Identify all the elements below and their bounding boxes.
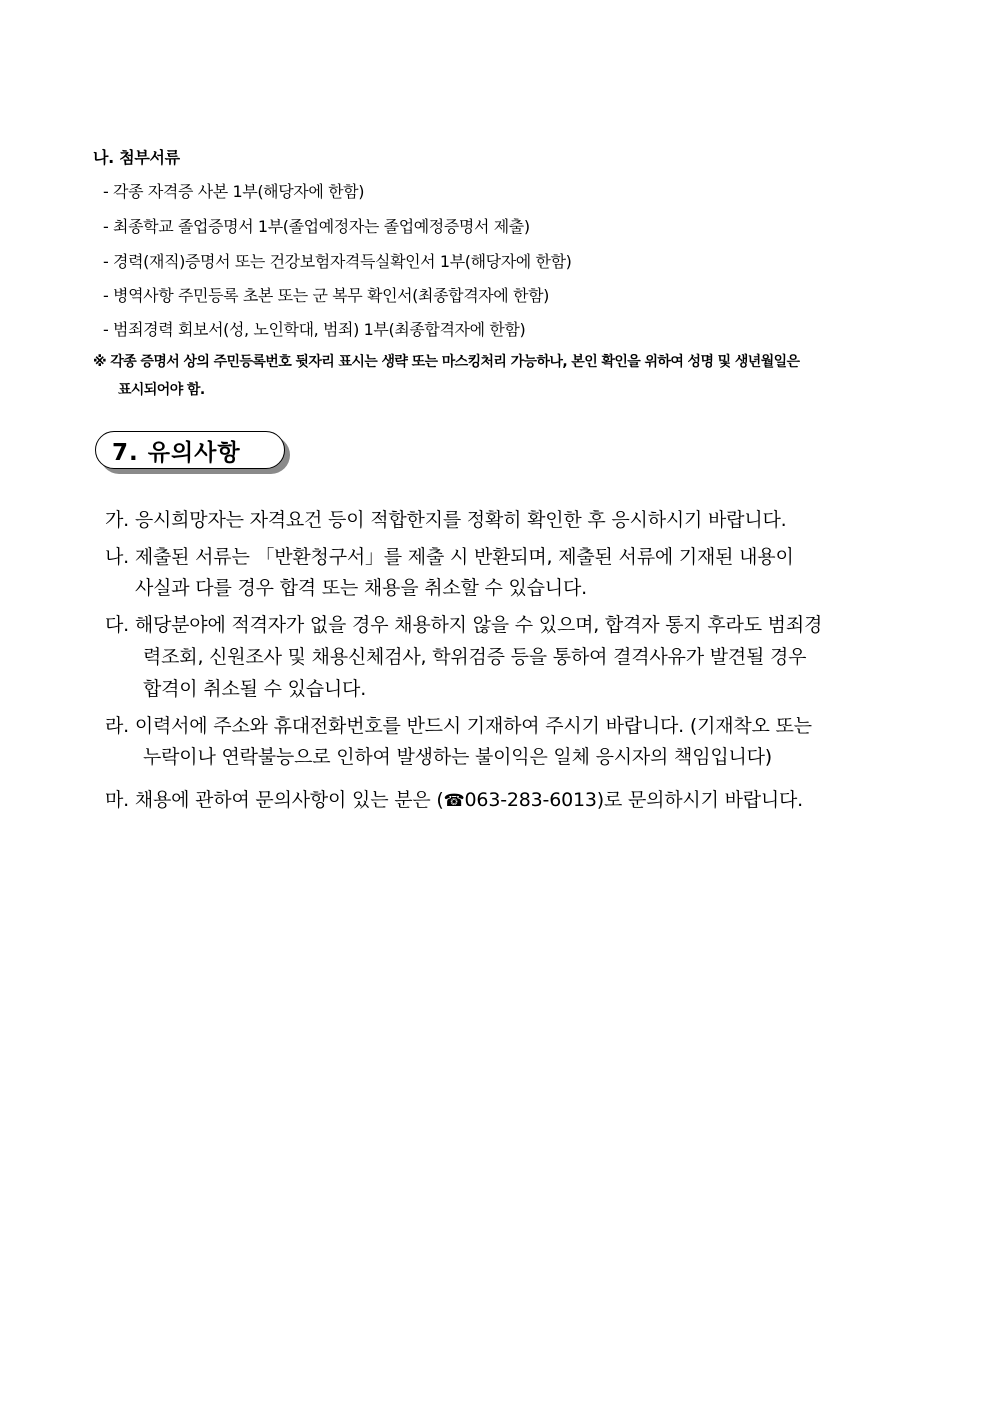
notice-item-na-line1: 나. 제출된 서류는 「반환청구서」를 제출 시 반환되며, 제출된 서류에 기재된 내용이	[105, 546, 794, 568]
notice-item-da-line1: 다. 해당분야에 적격자가 없을 경우 채용하지 않을 수 있으며, 합격자 통지 후라도 범죄경	[105, 614, 823, 636]
notice-item-ra-line2: 누락이나 연락불능으로 인하여 발생하는 불이익은 일체 응시자의 책임입니다)	[143, 746, 773, 768]
notice-item-da-line2: 력조회, 신원조사 및 채용신체검사, 학위검증 등을 통하여 결격사유가 발견될 경우	[143, 646, 807, 668]
attachment-item-3: - 경력(재직)증명서 또는 건강보험자격득실확인서 1부(해당자에 한함)	[103, 252, 572, 271]
notice-item-ga: 가. 응시희망자는 자격요건 등이 적합한지를 정확히 확인한 후 응시하시기 바랍니다.	[105, 509, 787, 531]
phone-icon: ☎	[443, 791, 465, 811]
notice-item-na-line2: 사실과 다를 경우 합격 또는 채용을 취소할 수 있습니다.	[135, 577, 587, 599]
attachment-item-1: - 각종 자격증 사본 1부(해당자에 한함)	[103, 182, 365, 201]
contact-suffix: )로 문의하시기 바랍니다.	[596, 789, 804, 811]
notice-item-ma	[105, 785, 803, 812]
notice-item-ra-line1: 라. 이력서에 주소와 휴대전화번호를 반드시 기재하여 주시기 바랍니다. (기재착오 또는	[105, 715, 812, 737]
attachment-item-5: - 범죄경력 회보서(성, 노인학대, 범죄) 1부(최종합격자에 한함)	[103, 320, 526, 339]
attachments-note-line2: 표시되어야 함.	[118, 382, 205, 398]
section-title: 7. 유의사항	[112, 440, 241, 466]
attachments-note-line1: ※ 각종 증명서 상의 주민등록번호 뒷자리 표시는 생략 또는 마스킹처리 가능하나, 본인 확인을 위하여 성명 및 생년월일은	[93, 354, 800, 370]
contact-prefix: 마. 채용에 관하여 문의사항이 있는 분은 (	[105, 789, 444, 811]
attachment-item-4: - 병역사항 주민등록 초본 또는 군 복무 확인서(최종합격자에 한함)	[103, 286, 550, 305]
contact-phone: 063-283-6013	[464, 789, 597, 811]
attachments-heading: 나. 첨부서류	[93, 148, 180, 167]
attachment-item-2: - 최종학교 졸업증명서 1부(졸업예정자는 졸업예정증명서 제출)	[103, 217, 530, 236]
notice-item-da-line3: 합격이 취소될 수 있습니다.	[143, 678, 367, 700]
